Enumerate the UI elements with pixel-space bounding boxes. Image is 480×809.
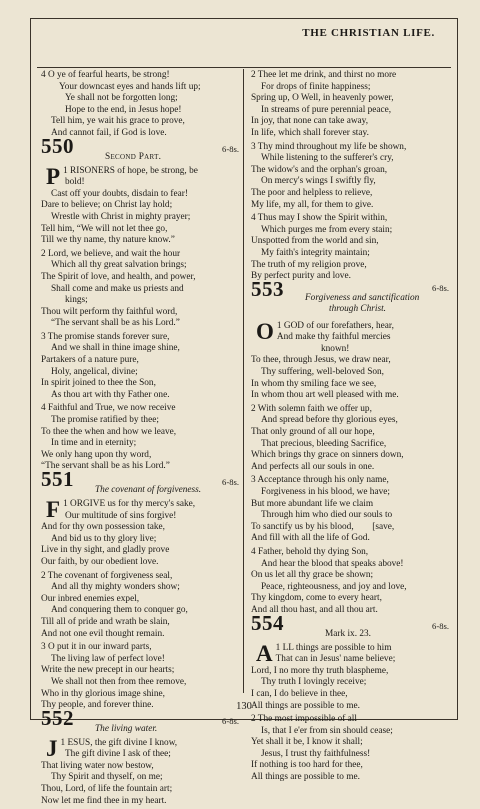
hymn-line: Tell him, ye wait his grace to prove,: [51, 116, 185, 127]
hymn-line: To sanctify us by his blood, [save,: [251, 521, 395, 532]
hymn-line: Which purges me from every stain;: [261, 224, 393, 235]
stanza: [251, 475, 449, 545]
hymn-line: For drops of finite happiness;: [261, 81, 371, 92]
hymn-number: 551: [41, 467, 74, 491]
drop-cap: P: [46, 163, 61, 189]
hymn-line: And make thy faithful mercies: [276, 332, 391, 343]
hymn-line: The widow's and the orphan's groan,: [251, 164, 388, 175]
hymn-line: In joy, that none can take away,: [251, 116, 369, 127]
hymn-line: And not one evil thought remain.: [41, 628, 165, 639]
hymn-line: 3 Acceptance through his only name,: [251, 475, 389, 486]
hymn-line: Yet shall it be, I know it shall;: [251, 737, 363, 748]
hymn-line: Wrestle with Christ in mighty prayer;: [51, 211, 191, 222]
hymn-line: Which brings thy grace on sinners down,: [251, 450, 404, 461]
hymn-line: And all thy mighty wonders show;: [51, 582, 180, 593]
hymn-line: 1 LL things are possible to him: [275, 642, 392, 653]
stanza: [41, 499, 239, 569]
hymn-line: known!: [321, 343, 350, 354]
hymn-line: Jesus, I trust thy faithfulness!: [261, 748, 371, 759]
hymn-line: 4 Father, behold thy dying Son,: [251, 546, 369, 557]
stanza: [41, 70, 239, 140]
right-column: [251, 69, 449, 786]
hymn-number: 554: [251, 610, 284, 635]
hymn-line: 2 The covenant of forgiveness seal,: [41, 570, 173, 581]
hymn-line: 2 With solemn faith we offer up,: [251, 403, 372, 414]
hymn-line: Thy people, and forever thine.: [41, 700, 154, 711]
hymn-line: The gift divine I ask of thee;: [65, 749, 171, 760]
hymn-number: 550: [41, 133, 74, 158]
hymn-line: In time and in eternity;: [51, 438, 137, 449]
hymn-line: Hope to the end, in Jesus hope!: [65, 104, 182, 115]
drop-cap: A: [256, 640, 273, 666]
hymn-meter: 6-8s.: [432, 282, 449, 293]
hymn-line: 3 The promise stands forever sure,: [41, 331, 170, 342]
hymn-line: Holy, angelical, divine;: [51, 366, 138, 377]
hymn-line: 1 RISONERS of hope, be strong, be: [63, 165, 198, 176]
stanza: [41, 249, 239, 330]
hymn-line: We shall not then from thee remove,: [51, 676, 187, 687]
hymn-line: My life, my all, for them to give.: [251, 199, 374, 210]
hymn-line: kings;: [65, 295, 88, 306]
stanza: [41, 735, 239, 808]
hymn-line: The living law of perfect love!: [51, 653, 165, 664]
hymn-line: Is, that I e'er from sin should cease;: [261, 725, 393, 736]
hymn-line: Unspotted from the world and sin,: [251, 236, 379, 247]
hymn-meter: 6-8s.: [432, 620, 449, 631]
hymn-line: All things are possible to me.: [251, 700, 360, 711]
hymn-number: 553: [251, 276, 284, 301]
hymn-line: 3 Thy mind throughout my life be shown,: [251, 141, 407, 152]
hymn-line: As thou art with thy Father one.: [51, 389, 170, 400]
hymn-line: The poor and helpless to relieve,: [251, 187, 373, 198]
hymn-line: 2 The most impossible of all: [251, 714, 357, 725]
hymn-line: And cannot fail, if God is love.: [51, 127, 167, 138]
stanza: [251, 318, 449, 402]
hymn-line: Our faith, by our obedient love.: [41, 556, 159, 567]
page-header: THE CHRISTIAN LIFE.: [302, 27, 435, 39]
hymn-line: Who in thy glorious image shine,: [41, 688, 165, 699]
hymn-line: Through him who died our souls to: [261, 510, 393, 521]
hymn-line: By perfect purity and love.: [251, 271, 351, 282]
stanza: [41, 332, 239, 402]
hymn-line: To thee, through Jesus, we draw near,: [251, 355, 391, 366]
hymn-line: And for thy own possession take,: [41, 522, 165, 533]
hymn-title: Second Part.: [105, 151, 162, 162]
hymn-line: To thee the when and how we leave,: [41, 426, 177, 437]
hymn-line: Thou wilt perform thy faithful word,: [41, 306, 178, 317]
stanza: [41, 403, 239, 473]
hymn-line: Forgiveness in his blood, we have;: [261, 487, 390, 497]
hymn-line: But more abundant life we claim: [251, 498, 374, 509]
hymn-line: And hear the blood that speaks above!: [261, 558, 404, 569]
hymn-line: That living water now bestow,: [41, 760, 154, 771]
hymn-line: Thy suffering, well-beloved Son,: [261, 367, 384, 378]
hymn-line: Our inbred enemies expel,: [41, 593, 140, 604]
hymn-title: Mark ix. 23.: [325, 628, 371, 639]
hymn-heading-550: [41, 133, 239, 165]
stanza: [251, 213, 449, 283]
hymnal-page: [30, 18, 458, 806]
hymn-line: Till all of pride and wrath be slain,: [41, 616, 170, 627]
hymn-line: On mercy's wings I swiftly fly,: [261, 176, 376, 187]
drop-cap: J: [46, 735, 58, 761]
hymn-line: Which all thy great salvation brings;: [51, 260, 187, 271]
hymn-title: The covenant of forgiveness.: [95, 485, 202, 495]
hymn-line: That only ground of all our hope,: [251, 427, 375, 438]
hymn-heading-551: [41, 467, 239, 498]
hymn-line: Live in thy sight, and gladly prove: [41, 545, 170, 556]
hymn-line: Thou, Lord, of life the fountain art;: [41, 784, 173, 795]
stanza: [251, 404, 449, 474]
hymn-line: Thy Spirit and thyself, on me;: [51, 772, 163, 783]
hymn-line: 4 Faithful and True, we now receive: [41, 403, 176, 414]
hymn-line: “The servant shall be as his Lord.”: [41, 461, 170, 472]
stanza: [251, 714, 449, 784]
hymn-line: That precious, bleeding Sacrifice,: [261, 438, 387, 449]
hymn-line: Partakers of a nature pure,: [41, 355, 139, 366]
hymn-line: Tell him, “We will not let thee go,: [41, 223, 168, 234]
hymn-line: And perfects all our souls in one.: [251, 461, 375, 472]
hymn-line: That can in Jesus' name believe;: [275, 654, 396, 665]
hymn-line: And spread before thy glorious eyes,: [261, 415, 398, 426]
hymn-meter: 6-8s.: [222, 143, 239, 154]
hymn-line: The promise ratified by thee;: [51, 415, 159, 426]
hymn-line: 4 Thus may I show the Spirit within,: [251, 213, 388, 224]
hymn-line: 1 ESUS, the gift divine I know,: [60, 737, 178, 748]
hymn-line: Ye shall not be forgotten long;: [65, 93, 178, 104]
hymn-line: In spirit joined to thee the Son,: [41, 378, 156, 389]
hymn-line: Till we thy name, thy nature know.”: [41, 235, 175, 246]
hymn-line: Thy truth I lovingly receive;: [261, 677, 367, 688]
hymn-line: Lord, I no more thy truth blaspheme,: [251, 665, 389, 676]
hymn-line: On us let all thy grace be shown;: [251, 570, 374, 581]
hymn-line: Dare to believe; on Christ lay hold;: [41, 200, 173, 211]
left-column: [41, 69, 239, 809]
hymn-line: In life, which shall forever stay.: [251, 127, 369, 138]
hymn-line: Your downcast eyes and hands lift up;: [59, 81, 201, 92]
drop-cap: F: [46, 497, 61, 522]
hymn-title: The living water.: [95, 723, 158, 734]
hymn-line: 3 O put it in our inward parts,: [41, 642, 152, 653]
hymn-line: Cast off your doubts, disdain to fear!: [51, 188, 188, 199]
drop-cap: O: [256, 318, 274, 344]
stanza: [41, 571, 239, 641]
hymn-line: Spring up, O Well, in heavenly power,: [251, 93, 394, 104]
stanza: [41, 163, 239, 247]
stanza: [251, 70, 449, 140]
hymn-line: The Spirit of love, and health, and power,: [41, 271, 196, 282]
hymn-title: Forgiveness and sanctification: [305, 292, 420, 303]
hymn-line: The truth of my religion prove,: [251, 259, 367, 270]
stanza-number: 4: [41, 70, 46, 80]
hymn-line: And bid us to thy glory live;: [51, 533, 157, 544]
hymn-line: Now let me find thee in my heart.: [41, 795, 167, 806]
hymn-line: Peace, righteousness, and joy and love,: [261, 581, 407, 592]
hymn-line: And we shall in thine image shine,: [51, 343, 180, 354]
hymn-line: And all thou hast, and all thou art.: [251, 604, 378, 615]
column-divider: [243, 69, 244, 693]
hymn-line: In whom thy smiling face we see,: [251, 378, 377, 389]
hymn-line: bold!: [65, 177, 85, 188]
hymn-line: Write the new precept in our hearts;: [41, 665, 175, 676]
hymn-line: O ye of fearful hearts, be strong!: [47, 70, 170, 80]
hymn-line: If nothing is too hard for thee,: [251, 760, 363, 771]
hymn-meter: 6-8s.: [222, 715, 239, 726]
hymn-line: 1 ORGIVE us for thy mercy's sake,: [63, 499, 196, 509]
hymn-line: And conquering them to conquer go,: [51, 605, 188, 616]
hymn-line: 2 Lord, we believe, and wait the hour: [41, 248, 181, 259]
hymn-line: And fill with all the life of God.: [251, 533, 370, 544]
hymn-line: 2 Thee let me drink, and thirst no more: [251, 70, 397, 80]
hymn-number: 552: [41, 705, 74, 730]
stanza: [251, 142, 449, 212]
hymn-line: We only hang upon thy word,: [41, 449, 152, 460]
page-number: 130: [236, 701, 252, 712]
hymn-line: While listening to the sufferer's cry,: [261, 153, 394, 164]
hymn-line: In streams of pure perennial peace,: [261, 104, 392, 115]
hymn-line: Thy kingdom, come to every heart,: [251, 593, 382, 604]
hymn-line: My faith's integrity maintain;: [261, 247, 370, 258]
hymn-line: I can, I do believe in thee,: [251, 688, 348, 699]
stanza: [251, 547, 449, 617]
hymn-meter: 6-8s.: [222, 477, 239, 487]
header-rule: [37, 67, 451, 68]
hymn-line: Shall come and make us priests and: [51, 283, 184, 294]
hymn-line: “The servant shall be as his Lord.”: [51, 318, 180, 329]
hymn-line: 1 GOD of our forefathers, hear,: [276, 320, 394, 331]
hymn-line: Our multitude of sins forgive!: [65, 510, 177, 521]
hymn-line: All things are possible to me.: [251, 772, 360, 783]
hymn-line: In whom thou art well pleased with me.: [251, 390, 399, 401]
hymn-heading-554: [251, 610, 449, 642]
hymn-title-line2: through Christ.: [329, 303, 386, 314]
